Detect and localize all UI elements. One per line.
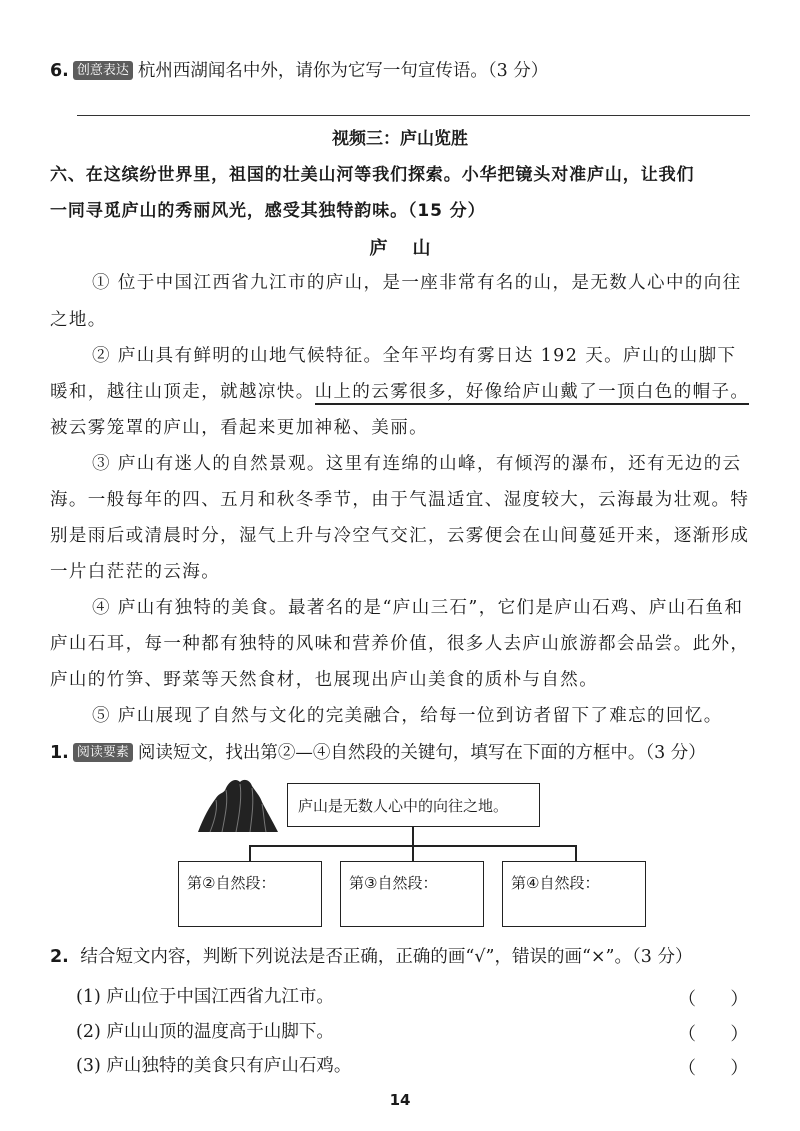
question-1-text: 阅读短文，找出第②—④自然段的关键句，填写在下面的方框中。（3 分） [137, 743, 706, 763]
paragraph-3-line4: 一片白茫茫的云海。 [50, 562, 221, 582]
paragraph-2-line2 [50, 380, 749, 404]
q2-item-1-answer[interactable]: （ ） [678, 989, 749, 1010]
q2-item-2: (2) 庐山山顶的温度高于山脚下。 [76, 1022, 334, 1042]
paragraph-3-line2: 海。一般每年的四、五月和秋冬季节，由于气温适宜、湿度较大，云海最为壮观。特 [50, 490, 750, 510]
article-title: 庐 山 [369, 238, 431, 259]
question-6-number: 6. [50, 61, 69, 81]
question-1-tag: 阅读要素 [73, 743, 133, 762]
mountain-icon [196, 776, 280, 834]
answer-line[interactable] [77, 115, 750, 116]
section-intro-line2: 一同寻觅庐山的秀丽风光，感受其独特韵味。（15 分） [50, 201, 486, 221]
paragraph-1-line2: 之地。 [50, 310, 107, 330]
paragraph-2-line1: ② 庐山具有鲜明的山地气候特征。全年平均有雾日达 192 天。庐山的山脚下 [92, 346, 737, 366]
question-6-tag: 创意表达 [73, 61, 133, 80]
underlined-sentence: 山上的云雾很多，好像给庐山戴了一顶白色的帽子。 [315, 382, 750, 405]
paragraph-5-line1: ⑤ 庐山展现了自然与文化的完美融合，给每一位到访者留下了难忘的回忆。 [92, 706, 723, 726]
connector-left [249, 845, 251, 862]
question-2-number: 2. [50, 947, 69, 967]
connector-middle [412, 845, 414, 862]
paragraph-2-line2-text: 暖和，越往山顶走，就越凉快。 [50, 382, 315, 402]
question-6-text: 杭州西湖闻名中外，请你为它写一句宣传语。（3 分） [137, 61, 549, 81]
top-box-text: 庐山是无数人心中的向往之地。 [298, 797, 509, 815]
q2-item-3-answer[interactable]: （ ） [678, 1058, 749, 1079]
section-title: 视频三：庐山览胜 [332, 129, 468, 149]
paragraph-1-line1: ① 位于中国江西省九江市的庐山，是一座非常有名的山，是无数人心中的向往 [92, 273, 742, 293]
answer-box-paragraph-4[interactable] [502, 861, 646, 927]
question-6 [50, 59, 548, 83]
answer-box-4-label: 第④自然段： [511, 874, 600, 892]
question-1 [50, 741, 706, 765]
top-answer-box [287, 783, 540, 827]
q2-item-2-answer[interactable]: （ ） [678, 1024, 749, 1045]
question-2-text: 结合短文内容，判断下列说法是否正确，正确的画“√”，错误的画“×”。（3 分） [80, 947, 693, 967]
paragraph-4-line1: ④ 庐山有独特的美食。最著名的是“庐山三石”，它们是庐山石鸡、庐山石鱼和 [92, 598, 744, 618]
answer-box-paragraph-3[interactable] [340, 861, 484, 927]
paragraph-3-line1: ③ 庐山有迷人的自然景观。这里有连绵的山峰，有倾泻的瀑布，还有无边的云 [92, 454, 742, 474]
paragraph-4-line2: 庐山石耳，每一种都有独特的风味和营养价值，很多人去庐山旅游都会品尝。此外， [50, 634, 750, 654]
question-2 [50, 945, 692, 969]
answer-box-2-label: 第②自然段： [187, 874, 276, 892]
answer-box-paragraph-2[interactable] [178, 861, 322, 927]
paragraph-2-line3: 被云雾笼罩的庐山，看起来更加神秘、美丽。 [50, 418, 428, 438]
connector-right [575, 845, 577, 862]
paragraph-4-line3: 庐山的竹笋、野菜等天然食材，也展现出庐山美食的质朴与自然。 [50, 670, 599, 690]
q2-item-1: (1) 庐山位于中国江西省九江市。 [76, 987, 334, 1007]
question-1-number: 1. [50, 743, 69, 763]
paragraph-3-line3: 别是雨后或清晨时分，湿气上升与冷空气交汇，云雾便会在山间蔓延开来，逐渐形成 [50, 526, 750, 546]
connector-vertical [412, 827, 414, 846]
q2-item-3: (3) 庐山独特的美食只有庐山石鸡。 [76, 1056, 352, 1076]
section-intro-line1: 六、在这缤纷世界里，祖国的壮美山河等我们探索。小华把镜头对准庐山，让我们 [50, 165, 695, 185]
page-number: 14 [389, 1091, 411, 1109]
answer-box-3-label: 第③自然段： [349, 874, 438, 892]
